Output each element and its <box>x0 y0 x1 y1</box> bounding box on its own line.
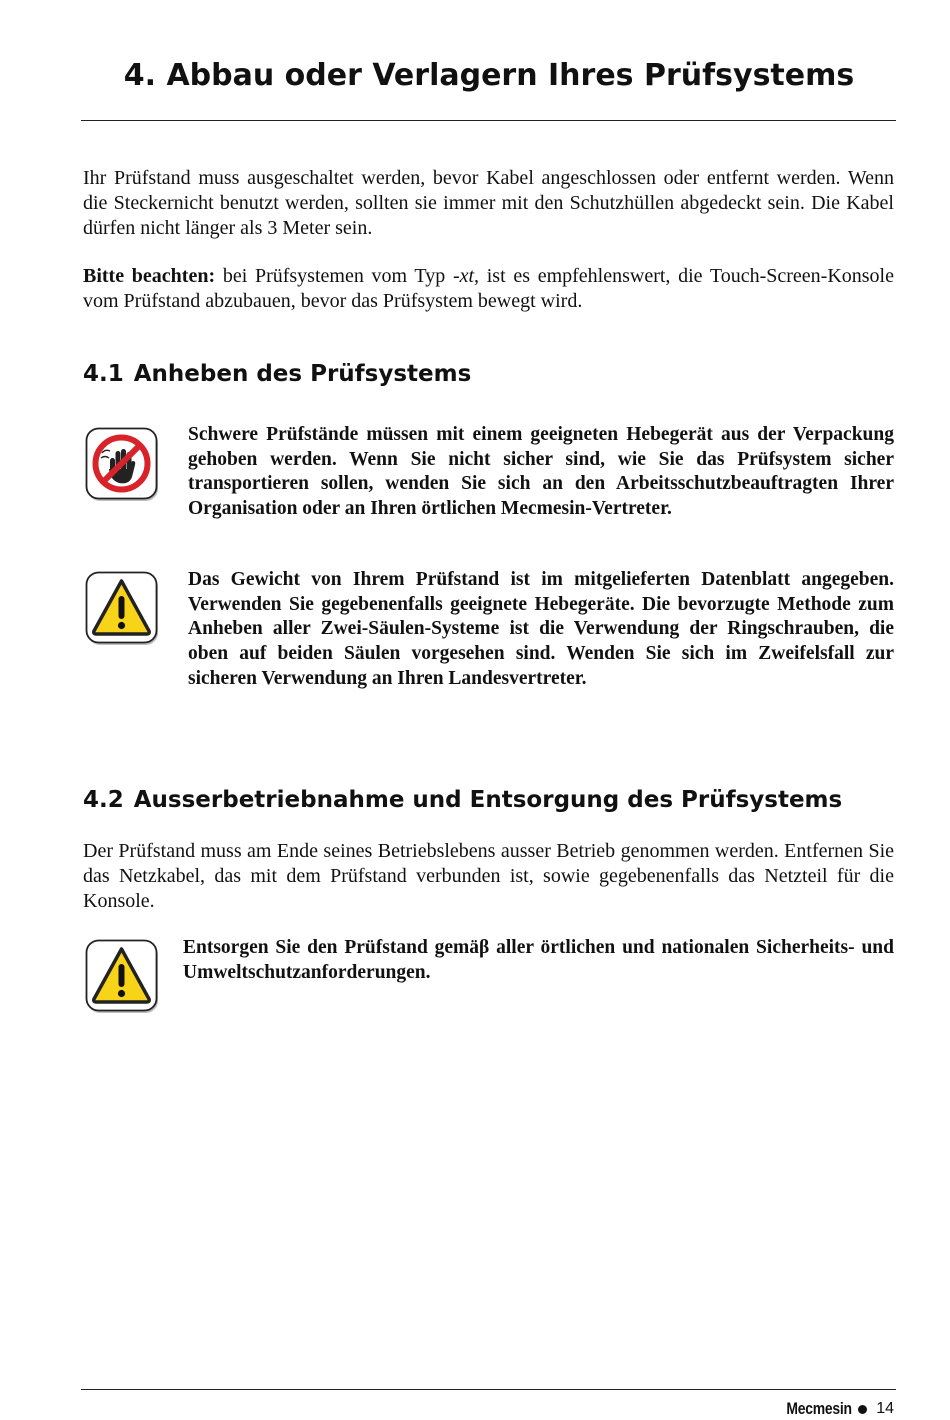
intro-paragraph: Ihr Prüfstand muss ausgeschaltet werden, bevor Kabel angeschlossen oder entfernt werden. Wenn die Steckernicht benutzt werden, sollten sie immer mit den Schutzhüllen abgedeckt sein. Die Kabel dürfen nicht länger als 3 Meter sein. <box>83 167 894 239</box>
note-text-after: , ist es empfehlenswert, die Touch-Screen-Konsole vom Prüfstand abzubauen, bevor das Prüfsystem bewegt wird. <box>83 265 894 312</box>
note-text-before: bei Prüfsystemen vom Typ <box>215 265 453 287</box>
page-title: 4. Abbau oder Verlagern Ihres Prüfsystems <box>123 58 855 93</box>
intro-note <box>83 264 894 314</box>
section-title: Anheben des Prüfsystems <box>133 361 472 387</box>
page-number: 14 <box>876 1400 894 1417</box>
notice-disposal: Entsorgen Sie den Prüfstand gemäβ aller örtlichen und nationalen Sicherheits- und Umweltschutzanforderungen. <box>183 937 894 983</box>
section-number: 4.2 <box>83 787 124 813</box>
notice-lifting-packaging: Schwere Prüfstände müssen mit einem geeigneten Hebegerät aus der Verpackung gehoben werden. Wenn Sie nicht sicher sind, wie Sie das Prüfsystem sicher transportieren sollen, wenden Sie sich an den Arbeitsschutzbeauftragten Ihrer Organisation oder an Ihren örtlichen Mecmesin-Vertreter. <box>188 424 894 520</box>
section-number: 4.1 <box>83 361 124 387</box>
notice-weight-lifting: Das Gewicht von Ihrem Prüfstand ist im mitgelieferten Datenblatt angegeben. Verwenden Sie gegebenenfalls geeignete Hebegeräte. Die bevorzugte Methode zum Anheben aller Zwei-Säulen-Systeme ist die Verwendung der Ringschrauben, die oben auf beiden Säulen vorgesehen sind. Wenden Sie sich im Zweifelsfall zur sicheren Verwendung an Ihren Landesvertreter. <box>188 569 894 689</box>
do-not-touch-icon <box>85 427 161 503</box>
warning-icon <box>85 939 161 1015</box>
section-heading-4-2 <box>83 785 842 815</box>
note-type-xt: -xt <box>452 265 475 287</box>
decommission-paragraph: Der Prüfstand muss am Ende seines Betriebslebens ausser Betrieb genommen werden. Entfernen Sie das Netzkabel, das mit dem Prüfstand verbunden ist, sowie gegebenenfalls das Netzteil für die Konsole. <box>83 840 894 912</box>
section-title: Ausserbetriebnahme und Entsorgung des Prüfsystems <box>133 787 843 813</box>
note-label: Bitte beachten: <box>83 265 216 287</box>
footer-bullet <box>858 1405 867 1414</box>
section-heading-4-1 <box>83 359 471 389</box>
footer-brand: Mecmesin <box>786 1399 853 1418</box>
title-divider <box>81 120 896 121</box>
warning-icon <box>85 571 161 647</box>
footer-divider <box>81 1389 896 1390</box>
